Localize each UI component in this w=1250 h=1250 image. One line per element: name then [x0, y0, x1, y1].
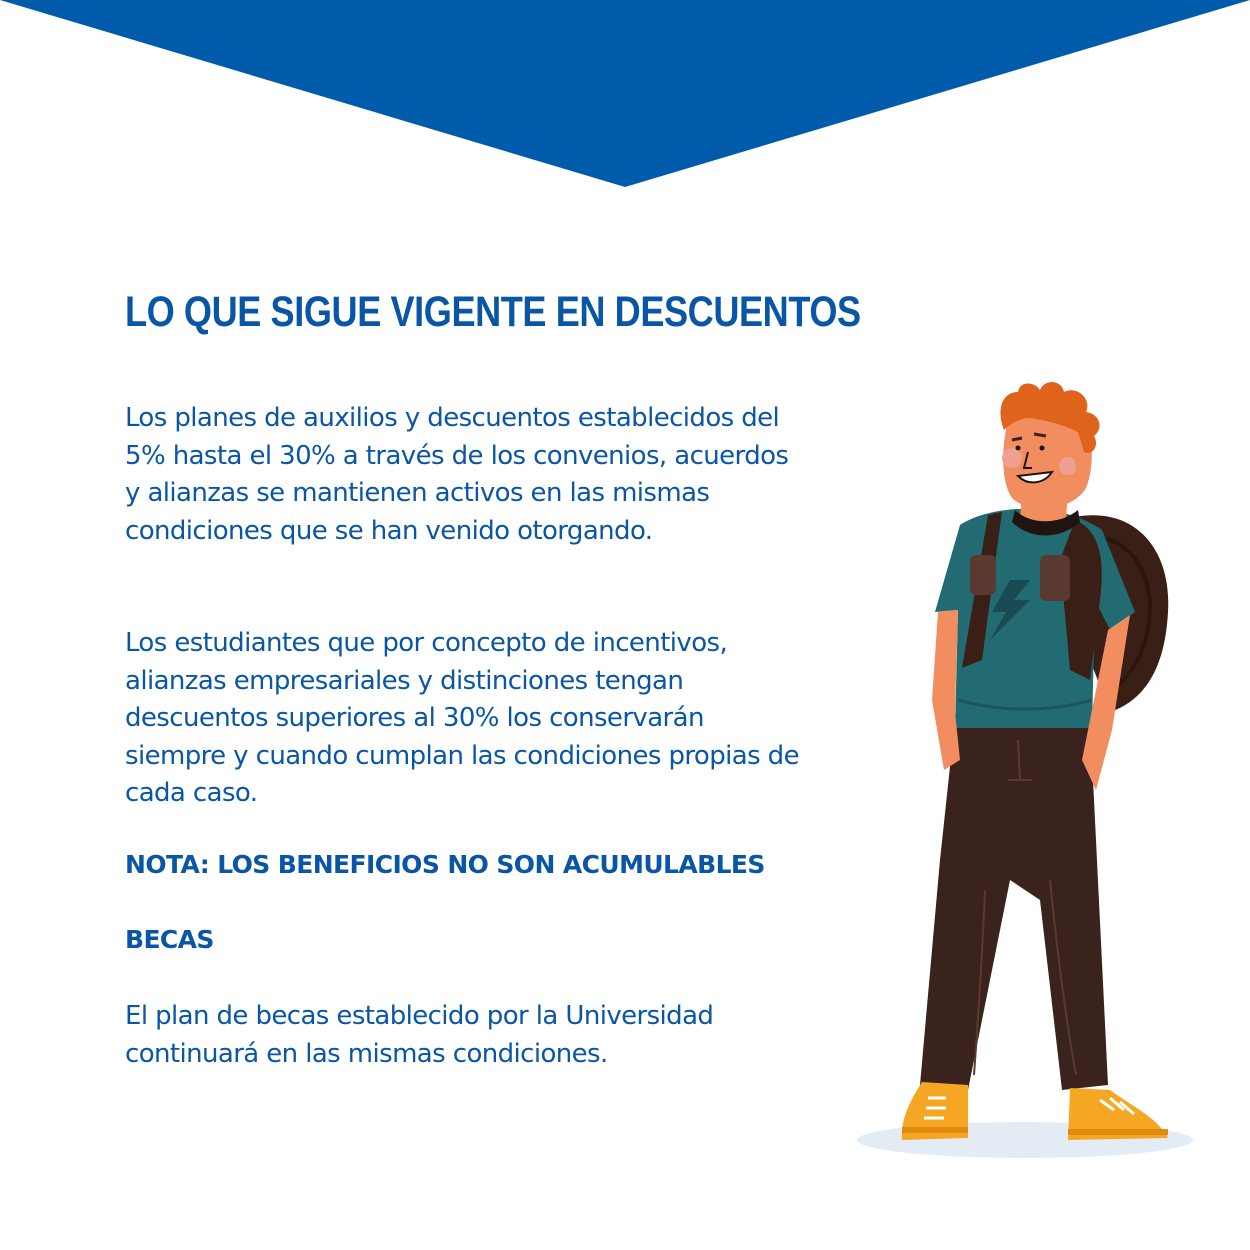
pants: [920, 718, 1108, 1090]
top-banner-chevron: [0, 0, 1250, 190]
note-text: NOTA: LOS BENEFICIOS NO SON ACUMULABLES: [125, 850, 765, 879]
left-shoe: [902, 1082, 968, 1140]
scholarship-paragraph: El plan de becas establecido por la Universidad continuará en las mismas condiciones.: [125, 1001, 714, 1069]
incentives-paragraph: Los estudiantes que por concepto de incentivos, alianzas empresariales y distinciones tengan descuentos superiores al 30% los conservarán siempre y cuando cumplan las condiciones propias de cada caso.: [125, 628, 799, 808]
page-title: LO QUE SIGUE VIGENTE EN DESCUENTOS: [125, 288, 861, 336]
right-shoe: [1068, 1088, 1168, 1140]
becas-heading: BECAS: [125, 925, 214, 954]
student-illustration: [850, 375, 1200, 1165]
discounts-paragraph: Los planes de auxilios y descuentos establecidos del 5% hasta el 30% a través de los convenios, acuerdos y alianzas se mantienen activos en las mismas condiciones que se han venido otorgando.: [125, 403, 789, 546]
